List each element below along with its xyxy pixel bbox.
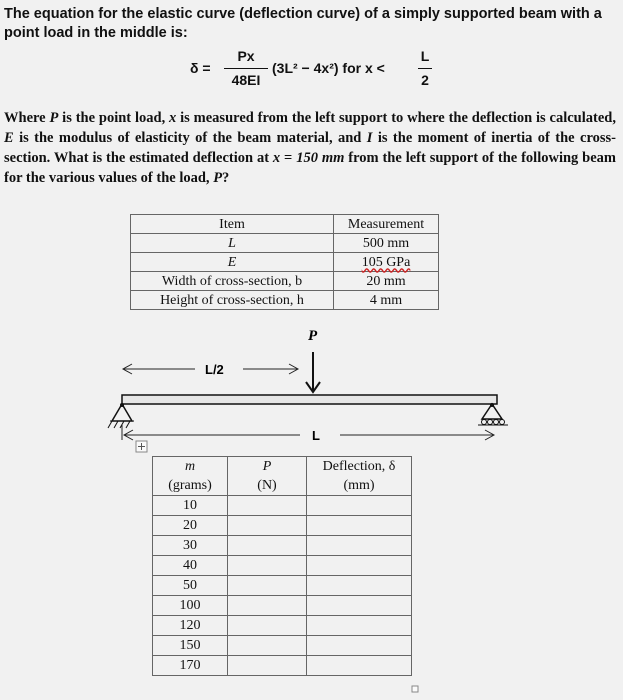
load-label: P [308,328,318,344]
property-item-label: E [227,254,237,270]
table-row [153,636,412,656]
deflection-cell[interactable] [307,616,412,636]
load-cell[interactable] [228,556,307,576]
para-text-4: is the modulus of elasticity of the beam material, and [13,130,367,146]
property-item: Height of cross-section, h [131,291,334,310]
right-roller-support [478,403,508,425]
deflection-cell[interactable] [307,656,412,676]
load-arrow [306,352,320,392]
mass-cell: 120 [153,616,228,636]
table-row [153,496,412,516]
header-measurement: Measurement [334,215,439,234]
mass-cell: 100 [153,596,228,616]
table-row [153,576,412,596]
table-row [153,536,412,556]
formula-numerator: Px [237,48,255,64]
header-p [228,457,307,477]
table-row [153,656,412,676]
load-cell[interactable] [228,536,307,556]
para-text-5: is the moment of inertia of the cross-section. What is the estimated deflection at [4,130,616,166]
span-dimension [122,424,494,440]
beam [122,395,497,404]
span-label: L [312,428,320,443]
mass-cell: 40 [153,556,228,576]
load-cell[interactable] [228,596,307,616]
para-text-3: is measured from the left support to where the deflection is calculated, [176,110,616,126]
mass-cell: 150 [153,636,228,656]
formula-body: (3L² − 4x²) for x < [272,60,385,76]
deflection-cell[interactable] [307,536,412,556]
move-handle-icon[interactable] [136,441,147,452]
x-value: 150 mm [296,150,345,166]
header-p-unit: (N) [228,476,307,496]
half-span-label: L/2 [205,362,224,377]
table-row [153,516,412,536]
load-cell[interactable] [228,496,307,516]
para-text-8: ? [222,170,230,186]
intro-text: The equation for the elastic curve (deflection curve) of a simply supported beam with a point load in the middle is: [4,6,602,41]
load-cell[interactable] [228,516,307,536]
header-deflection-unit: (mm) [307,476,412,496]
load-cell[interactable] [228,636,307,656]
para-text-1: Where [4,110,50,126]
property-value: 20 mm [334,272,439,291]
mass-cell: 170 [153,656,228,676]
header-m-unit: (grams) [153,476,228,496]
var-x2: x [272,150,281,166]
deflection-cell[interactable] [307,576,412,596]
para-text-6: = [280,150,297,166]
mass-cell: 20 [153,516,228,536]
para-text-2: is the point load, [58,110,170,126]
formula-denominator: 48EI [231,72,261,88]
left-pin-support [108,403,134,428]
load-cell[interactable] [228,656,307,676]
deflection-cell[interactable] [307,636,412,656]
resize-handle[interactable] [412,686,418,692]
var-P: P [49,110,59,126]
mass-cell: 10 [153,496,228,516]
formula-delta: δ = [190,60,211,76]
para-text-7: from the left support of the following beam for the various values of the load, [4,150,616,186]
deflection-cell[interactable] [307,516,412,536]
property-value-text: 105 GPa [361,254,411,270]
load-cell[interactable] [228,576,307,596]
data-header-row-1 [153,457,412,477]
mass-cell: 30 [153,536,228,556]
formula-condition-denominator: 2 [421,72,429,88]
deflection-cell[interactable] [307,496,412,516]
property-item-label: L [228,235,236,251]
load-cell[interactable] [228,616,307,636]
property-value: 4 mm [334,291,439,310]
var-P2: P [213,170,223,186]
property-value: 500 mm [334,234,439,253]
header-m [153,457,228,477]
load-deflection-table [152,456,412,676]
deflection-cell[interactable] [307,556,412,576]
header-item: Item [131,215,334,234]
var-E: E [4,130,14,146]
header-deflection: Deflection, δ [307,457,412,477]
header-m-label: m [184,458,196,474]
data-header-row-2 [153,476,412,496]
header-p-label: P [262,458,272,474]
table-row [153,616,412,636]
mass-cell: 50 [153,576,228,596]
var-I: I [366,130,373,146]
formula-condition-numerator: L [420,48,430,64]
deflection-cell[interactable] [307,596,412,616]
table-row [153,556,412,576]
property-item: Width of cross-section, b [131,272,334,291]
table-row [153,596,412,616]
var-x: x [169,110,177,126]
